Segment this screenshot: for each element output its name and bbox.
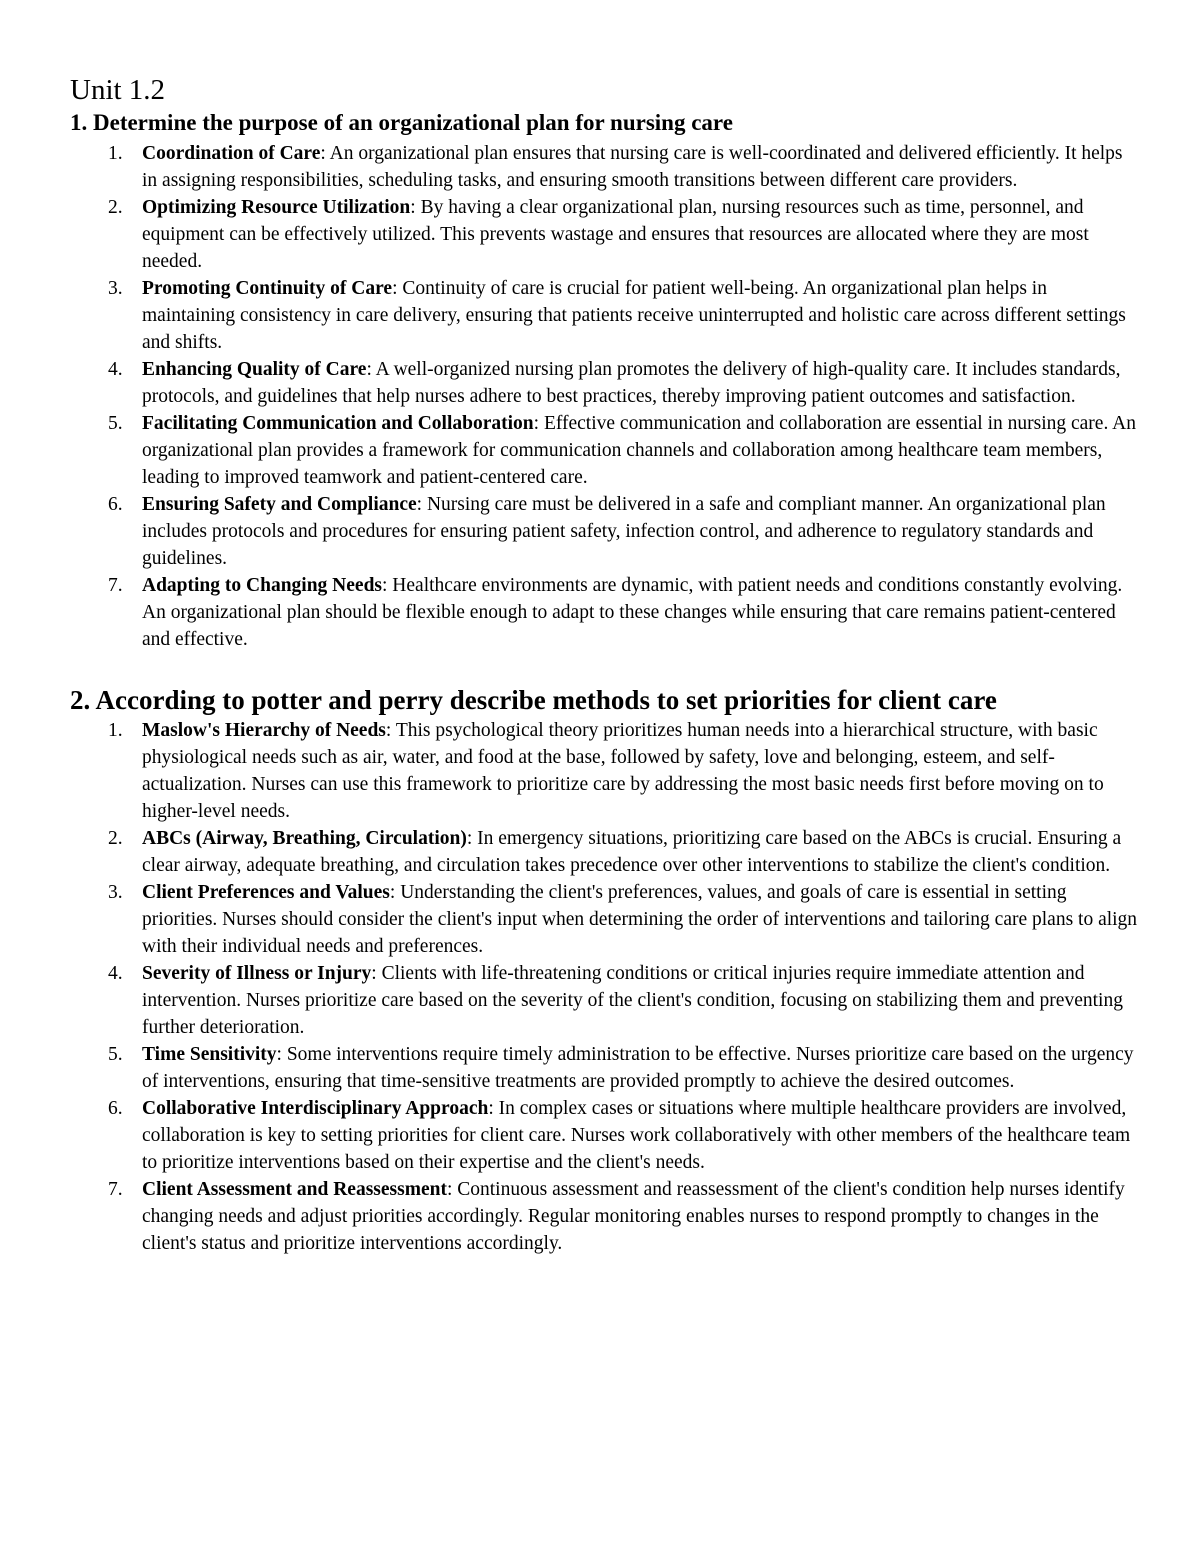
item-text: : Effective communication and collaboration are essential in nursing care. An organizational plan provides a framework for communication channels and collaboration among healthcare team members, leading to improved teamwork and patient-centered care.	[142, 413, 1136, 488]
item-number: 1.	[108, 143, 123, 164]
item-number: 1.	[108, 720, 123, 741]
list-item	[70, 140, 1140, 194]
item-text: : Clients with life-threatening conditions or critical injuries require immediate attention and intervention. Nurses prioritize care based on the severity of the client's condition, focusing on stabilizing them and preventing further deterioration.	[142, 963, 1123, 1038]
item-text: : Healthcare environments are dynamic, with patient needs and conditions constantly evolving. An organizational plan should be flexible enough to adapt to these changes while ensuring that care remains patient-centered and effective.	[142, 575, 1123, 650]
item-text: : An organizational plan ensures that nursing care is well-coordinated and delivered efficiently. It helps in assigning responsibilities, scheduling tasks, and ensuring smooth transitions between different care providers.	[142, 143, 1123, 191]
item-number: 2.	[108, 197, 123, 218]
item-number: 7.	[108, 1179, 123, 1200]
item-number: 3.	[108, 278, 123, 299]
item-number: 4.	[108, 359, 123, 380]
list-item	[70, 825, 1140, 879]
list-item	[70, 717, 1140, 825]
item-text: : In complex cases or situations where multiple healthcare providers are involved, collaboration is key to setting priorities for client care. Nurses work collaboratively with other members of the healthcare team to prioritize interventions based on their expertise and the client's needs.	[142, 1098, 1131, 1173]
item-text: : Continuity of care is crucial for patient well-being. An organizational plan helps in maintaining consistency in care delivery, ensuring that patients receive uninterrupted and holistic care across different settings and shifts.	[142, 278, 1126, 353]
item-term: ABCs (Airway, Breathing, Circulation)	[142, 828, 467, 849]
list-item	[70, 879, 1140, 960]
item-term: Facilitating Communication and Collaboration	[142, 413, 534, 434]
item-text: : Continuous assessment and reassessment of the client's condition help nurses identify changing needs and adjust priorities accordingly. Regular monitoring enables nurses to respond promptly to changes in the client's status and prioritize interventions accordingly.	[142, 1179, 1125, 1254]
list-item	[70, 960, 1140, 1041]
item-text: : In emergency situations, prioritizing care based on the ABCs is crucial. Ensuring a clear airway, adequate breathing, and circulation takes precedence over other interventions to stabilize the client's condition.	[142, 828, 1122, 876]
list-item	[70, 572, 1140, 653]
item-term: Client Assessment and Reassessment	[142, 1179, 447, 1200]
item-term: Ensuring Safety and Compliance	[142, 494, 417, 515]
section-2-heading: 2. According to potter and perry describe methods to set priorities for client care	[70, 685, 997, 715]
section-2-list	[70, 717, 1140, 1257]
item-number: 2.	[108, 828, 123, 849]
unit-title: Unit 1.2	[70, 74, 166, 106]
item-term: Enhancing Quality of Care	[142, 359, 367, 380]
item-term: Collaborative Interdisciplinary Approach	[142, 1098, 489, 1119]
item-term: Client Preferences and Values	[142, 882, 390, 903]
list-item	[70, 194, 1140, 275]
item-number: 5.	[108, 1044, 123, 1065]
list-item	[70, 356, 1140, 410]
list-item	[70, 1041, 1140, 1095]
item-text: : By having a clear organizational plan, nursing resources such as time, personnel, and equipment can be effectively utilized. This prevents wastage and ensures that resources are allocated where they are most needed.	[142, 197, 1089, 272]
item-number: 7.	[108, 575, 123, 596]
item-number: 5.	[108, 413, 123, 434]
list-item	[70, 1176, 1140, 1257]
item-term: Promoting Continuity of Care	[142, 278, 393, 299]
item-text: : This psychological theory prioritizes human needs into a hierarchical structure, with basic physiological needs such as air, water, and food at the base, followed by safety, love and belonging, esteem, and self-actualization. Nurses can use this framework to prioritize care by addressing the most basic needs first before moving on to higher-level needs.	[142, 720, 1104, 822]
list-item	[70, 491, 1140, 572]
item-term: Time Sensitivity	[142, 1044, 277, 1065]
item-term: Maslow's Hierarchy of Needs	[142, 720, 386, 741]
item-number: 6.	[108, 494, 123, 515]
item-number: 3.	[108, 882, 123, 903]
item-number: 6.	[108, 1098, 123, 1119]
list-item	[70, 410, 1140, 491]
section-1-list	[70, 140, 1140, 653]
item-text: : Understanding the client's preferences, values, and goals of care is essential in setting priorities. Nurses should consider the client's input when determining the order of interventions and tailoring care plans to align with their individual needs and preferences.	[142, 882, 1138, 957]
item-term: Severity of Illness or Injury	[142, 963, 372, 984]
item-term: Coordination of Care	[142, 143, 321, 164]
item-term: Adapting to Changing Needs	[142, 575, 383, 596]
item-number: 4.	[108, 963, 123, 984]
item-text: : Nursing care must be delivered in a safe and compliant manner. An organizational plan includes protocols and procedures for ensuring patient safety, infection control, and adherence to regulatory standards and guidelines.	[142, 494, 1106, 569]
list-item	[70, 275, 1140, 356]
item-text: : A well-organized nursing plan promotes the delivery of high-quality care. It includes standards, protocols, and guidelines that help nurses adhere to best practices, thereby improving patient outcomes and satisfaction.	[142, 359, 1121, 407]
item-term: Optimizing Resource Utilization	[142, 197, 411, 218]
list-item	[70, 1095, 1140, 1176]
item-text: : Some interventions require timely administration to be effective. Nurses prioritize care based on the urgency of interventions, ensuring that time-sensitive treatments are provided promptly to achieve the desired outcomes.	[142, 1044, 1134, 1092]
document-page	[70, 72, 1140, 1257]
section-1-heading: 1. Determine the purpose of an organizational plan for nursing care	[70, 110, 733, 135]
